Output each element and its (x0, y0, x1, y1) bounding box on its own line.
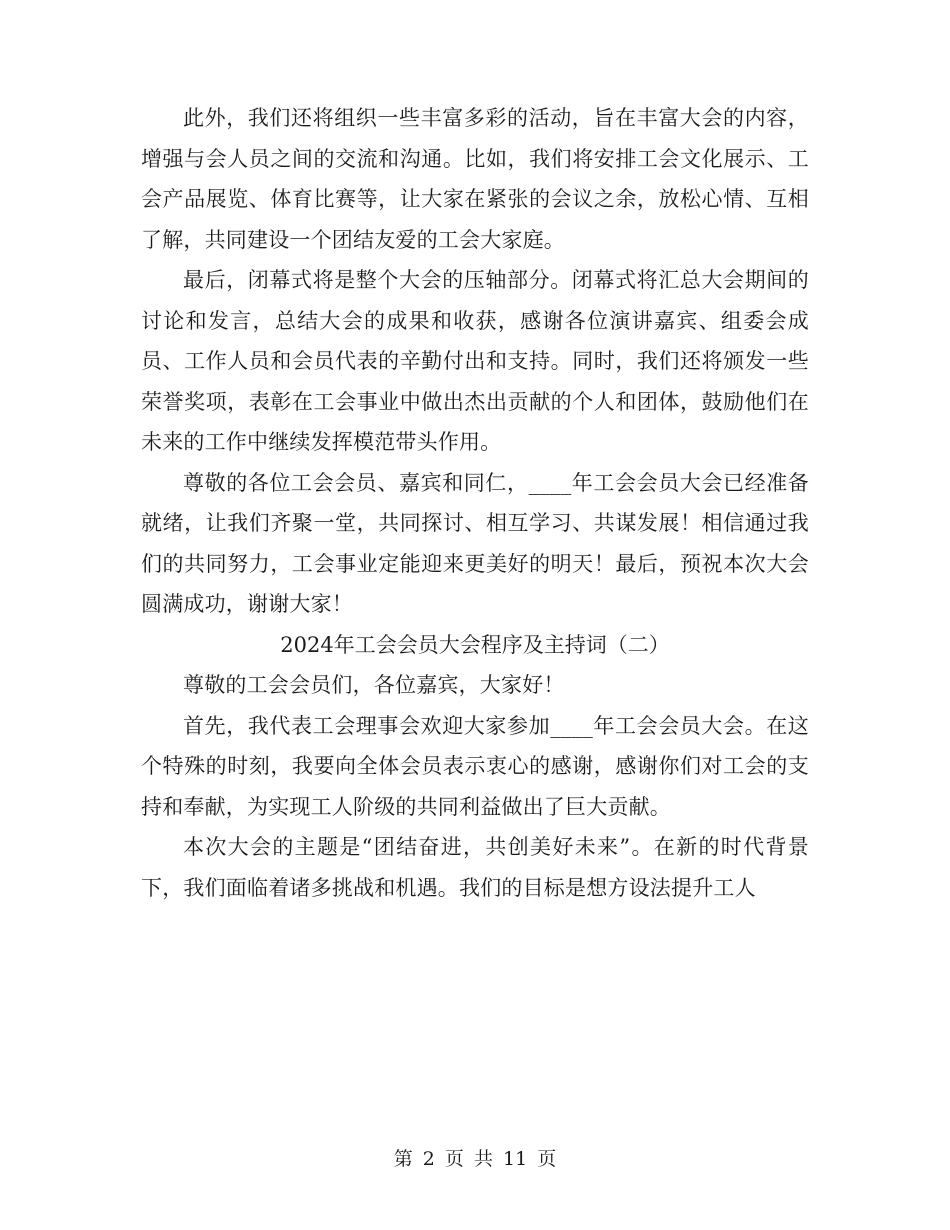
paragraph-activities: 此外，我们还将组织一些丰富多彩的活动，旨在丰富大会的内容，增强与会人员之间的交流和沟通。比如，我们将安排工会文化展示、工会产品展览、体育比赛等，让大家在紧张的会议之余，放松心情、互相了解，共同建设一个团结友爱的工会大家庭。 (141, 106, 809, 252)
paragraph-theme: 本次大会的主题是“团结奋进，共创美好未来”。在新的时代背景下，我们面临着诸多挑战和机遇。我们的目标是想方设法提升工人 (141, 835, 809, 900)
paragraph-greeting: 尊敬的工会会员们，各位嘉宾，大家好！ (183, 673, 565, 697)
paragraph-welcome: 首先，我代表工会理事会欢迎大家参加____年工会会员大会。在这个特殊的时刻，我要向全体会员表示衷心的感谢，感谢你们对工会的支持和奉献，为实现工人阶级的共同利益做出了巨大贡献。 (141, 713, 809, 819)
document-body (141, 98, 809, 908)
page-number-footer: 第 2 页 共 11 页 (393, 1148, 557, 1170)
paragraph-closing-remarks: 尊敬的各位工会会员、嘉宾和同仁，____年工会会员大会已经准备就绪，让我们齐聚一堂，共同探讨、相互学习、共谋发展！相信通过我们的共同努力，工会事业定能迎来更美好的明天！最后，预祝本次大会圆满成功，谢谢大家！ (141, 470, 809, 616)
paragraph-closing-ceremony: 最后，闭幕式将是整个大会的压轴部分。闭幕式将汇总大会期间的讨论和发言，总结大会的成果和收获，感谢各位演讲嘉宾、组委会成员、工作人员和会员代表的辛勤付出和支持。同时，我们还将颁发一些荣誉奖项，表彰在工会事业中做出杰出贡献的个人和团体，鼓励他们在未来的工作中继续发挥模范带头作用。 (141, 268, 809, 454)
section-heading: 2024年工会会员大会程序及主持词（二） (280, 632, 670, 657)
